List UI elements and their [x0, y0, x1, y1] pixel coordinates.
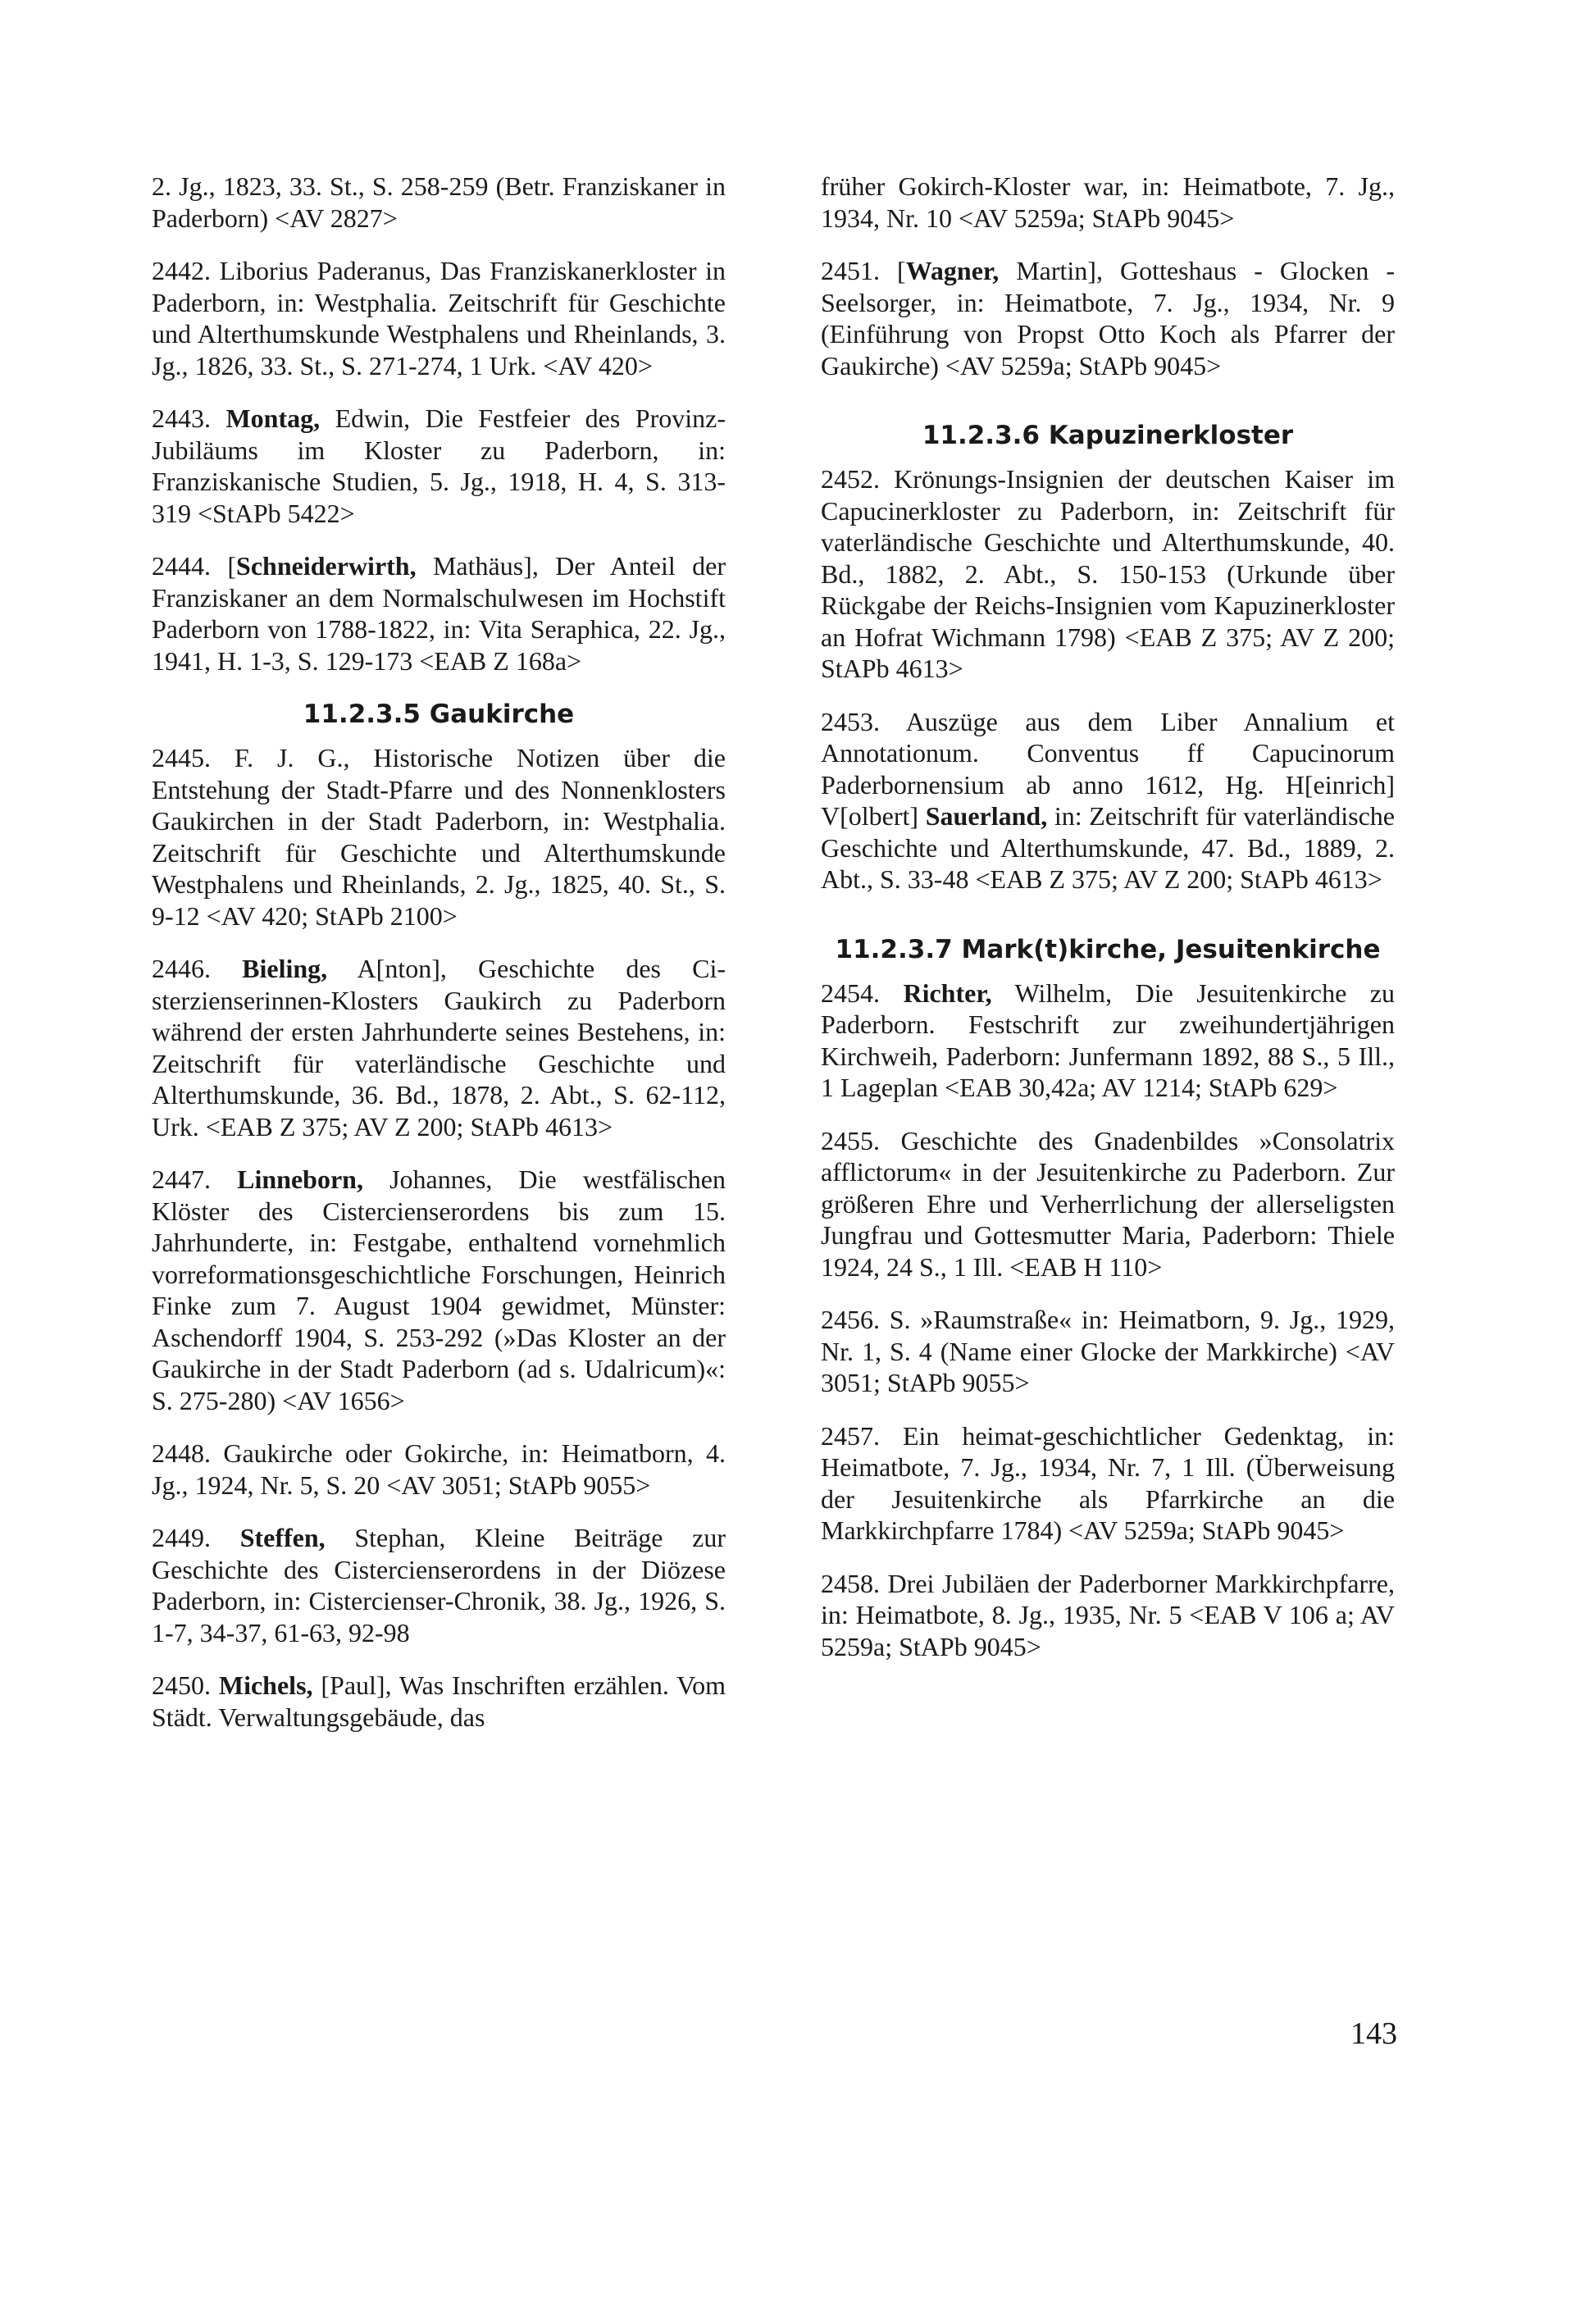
entry-2458: 2458. Drei Jubiläen der Paderborner Markkirchpfarre, in: Heimatbote, 8. Jg., 1935, Nr. 5 <EAB V 106 a; AV 5259a; StAPb 9045>: [821, 1568, 1395, 1661]
entry-text: Mathäus], Der Anteil der Franziskaner an dem Normalschulwesen im Hochstift Paderborn von 1788-1822, in: Vita Seraphica, 22. Jg., 1941, H. 1-3, S. 129-173 <EAB Z 168a>: [152, 551, 726, 676]
entry-author: Wagner,: [905, 256, 1000, 285]
right-column: [821, 171, 1395, 1684]
entry-2447: [152, 1164, 726, 1416]
entry-2442: 2442. Liborius Paderanus, Das Franziskanerkloster in Paderborn, in: Westphalia. Zeitschrift für Geschichte und Alterthumskunde Westphalens und Rheinlands, 3. Jg., 1826, 33. St., S. 271-274, 1 Urk. <AV 420>: [152, 256, 726, 380]
entry-2452: 2452. Krönungs-Insignien der deutschen Kaiser im Capucinerkloster zu Paderborn, in: Zeitschrift für vaterländische Geschichte und Alterthumskunde, 40. Bd., 1882, 2. Abt., S. 150-153 (Urkunde über Rückgabe der Reichs-Insignien vom Kapuzinerkloster an Hofrat Wichmann 1798) <EAB Z 375; AV Z 200; StAPb 4613>: [821, 464, 1395, 683]
entry-author: Sauerland,: [918, 801, 1048, 831]
entry-2455: 2455. Geschichte des Gnadenbildes »Consolatrix afflictorum« in der Jesuitenkirche zu Paderborn. Zur größeren Ehre und Verherrlichung der allerseligsten Jungfrau und Gottesmutter Maria, Paderborn: Thiele 1924, 24 S., 1 Ill. <EAB H 110>: [821, 1125, 1395, 1282]
entry-number: 2449.: [152, 1523, 211, 1552]
entry-author: Michels,: [218, 1670, 313, 1700]
entry-number: 2444. [: [152, 551, 237, 581]
left-column: [152, 171, 726, 1754]
entry-2443: [152, 403, 726, 529]
entry-number: 2446.: [152, 954, 211, 983]
entry-text: 2453. Auszüge aus dem Liber Annalium et Annotationum. Conventus ff Capucinorum Paderbornensium ab anno 1612, Hg. H[einrich] V[olbert]: [821, 706, 1395, 831]
entry-2448: 2448. Gaukirche oder Gokirche, in: Heimatborn, 4. Jg., 1924, Nr. 5, S. 20 <AV 3051; StAPb 9055>: [152, 1438, 726, 1500]
entry-2444: [152, 550, 726, 677]
entry-2450: [152, 1670, 726, 1733]
entry-text: Johannes, Die westfälischen Klöster des Cistercienserordens bis zum 15. Jahrhunderte, in: Festgabe, enthaltend vornehmlich vorreformationsgeschichtliche Forschungen, Heinrich Finke zum 7. August 1904 gewidmet, Münster: Aschendorff 1904, S. 253-292 (»Das Kloster an der Gaukirche in der Stadt Paderborn (ad s. Udalricum)«: S. 275-280) <AV 1656>: [152, 1164, 726, 1415]
entry-text: in: Zeitschrift für vaterländische Geschichte und Alterthumskunde, 47. Bd., 1889, 2. Abt., S. 33-48 <EAB Z 375; AV Z 200; StAPb 4613>: [821, 801, 1395, 894]
entry-author: Montag,: [225, 403, 321, 433]
entry-number: 2454.: [821, 977, 880, 1008]
entry-2456: 2456. S. »Raumstraße« in: Heimatborn, 9. Jg., 1929, Nr. 1, S. 4 (Name einer Glocke der Markkirche) <AV 3051; StAPb 9055>: [821, 1305, 1395, 1397]
entry-number: 2451. [: [821, 256, 906, 285]
entry-author: Bieling,: [242, 954, 328, 983]
entry-text: Stephan, Kleine Beiträge zur Geschichte des Cistercienserordens in der Diözese Paderborn, in: Cistercienser-Chronik, 38. Jg., 1926, S. 1-7, 34-37, 61-63, 92-98: [152, 1523, 726, 1647]
entry-text: Wilhelm, Die Jesuitenkirche zu Paderborn. Festschrift zur zweihundertjährigen Kirchweih, Paderborn: Junfermann 1892, 88 S., 5 Ill., 1 Lageplan <EAB 30,42a; AV 1214; StAPb 629>: [821, 977, 1396, 1102]
entry-2457: 2457. Ein heimat-geschichtlicher Gedenktag, in: Heimatbote, 7. Jg., 1934, Nr. 7, 1 Ill. (Überweisung der Jesuitenkirche als Pfarrkirche an die Markkirchpfarre 1784) <AV 5259a; StAPb 9045>: [821, 1420, 1395, 1545]
section-heading-gaukirche: 11.2.3.5 Gaukirche: [303, 699, 575, 729]
entry-2441-continuation: 2. Jg., 1823, 33. St., S. 258-259 (Betr. Franziskaner in Paderborn) <AV 2827>: [152, 171, 726, 233]
entry-number: 2443.: [152, 403, 211, 433]
entry-2451: [821, 255, 1395, 381]
entry-text: A[nton], Geschichte des Cisterzienserinnen-Klosters Gaukirch zu Paderborn während der ersten Jahrhunderte seines Bestehens, in: Zeitschrift für vaterländische Geschichte und Alterthumskunde, 36. Bd., 1878, 2. Abt., S. 62-112, Urk. <EAB Z 375; AV Z 200; StAPb 4613>: [152, 954, 726, 1141]
entry-author: Steffen,: [239, 1523, 326, 1552]
entry-2453: [821, 706, 1395, 895]
section-heading-markkirche: 11.2.3.7 Mark(t)kirche, Jesuitenkirche: [835, 934, 1381, 964]
entry-text: Martin], Gotteshaus - Glocken - Seelsorger, in: Heimatbote, 7. Jg., 1934, Nr. 9 (Einführung von Propst Otto Koch als Pfarrer der Gaukirche) <AV 5259a; StAPb 9045>: [821, 256, 1396, 380]
entry-2454: [821, 977, 1395, 1104]
entry-author: Richter,: [903, 977, 992, 1008]
section-heading-kapuzinerkloster: 11.2.3.6 Kapuzinerkloster: [922, 421, 1294, 450]
entry-text: Edwin, Die Festfeier des Provinz-Jubiläums im Kloster zu Paderborn, in: Franziskanische Studien, 5. Jg., 1918, H. 4, S. 313-319 <StAPb 5422>: [152, 403, 726, 528]
page-number: 143: [1350, 2016, 1397, 2051]
entry-number: 2450.: [152, 1670, 211, 1700]
entry-2450-continuation: früher Gokirch-Kloster war, in: Heimatbote, 7. Jg., 1934, Nr. 10 <AV 5259a; StAPb 9045>: [821, 171, 1395, 233]
entry-2445: 2445. F. J. G., Historische Notizen über die Entstehung der Stadt-Pfarre und des Nonnenklosters Gaukirchen in der Stadt Paderborn, in: Westphalia. Zeitschrift für Geschichte und Alterthumskunde Westphalens und Rheinlands, 2. Jg., 1825, 40. St., S. 9-12 <AV 420; StAPb 2100>: [152, 743, 726, 931]
entry-text: [Paul], Was Inschriften erzählen. Vom Städt. Verwaltungsgebäude, das: [152, 1670, 726, 1732]
entry-number: 2447.: [152, 1164, 211, 1194]
entry-2449: [152, 1522, 726, 1648]
entry-author: Schneiderwirth,: [236, 551, 417, 581]
entry-author: Linneborn,: [237, 1164, 363, 1194]
entry-2446: [152, 953, 726, 1142]
